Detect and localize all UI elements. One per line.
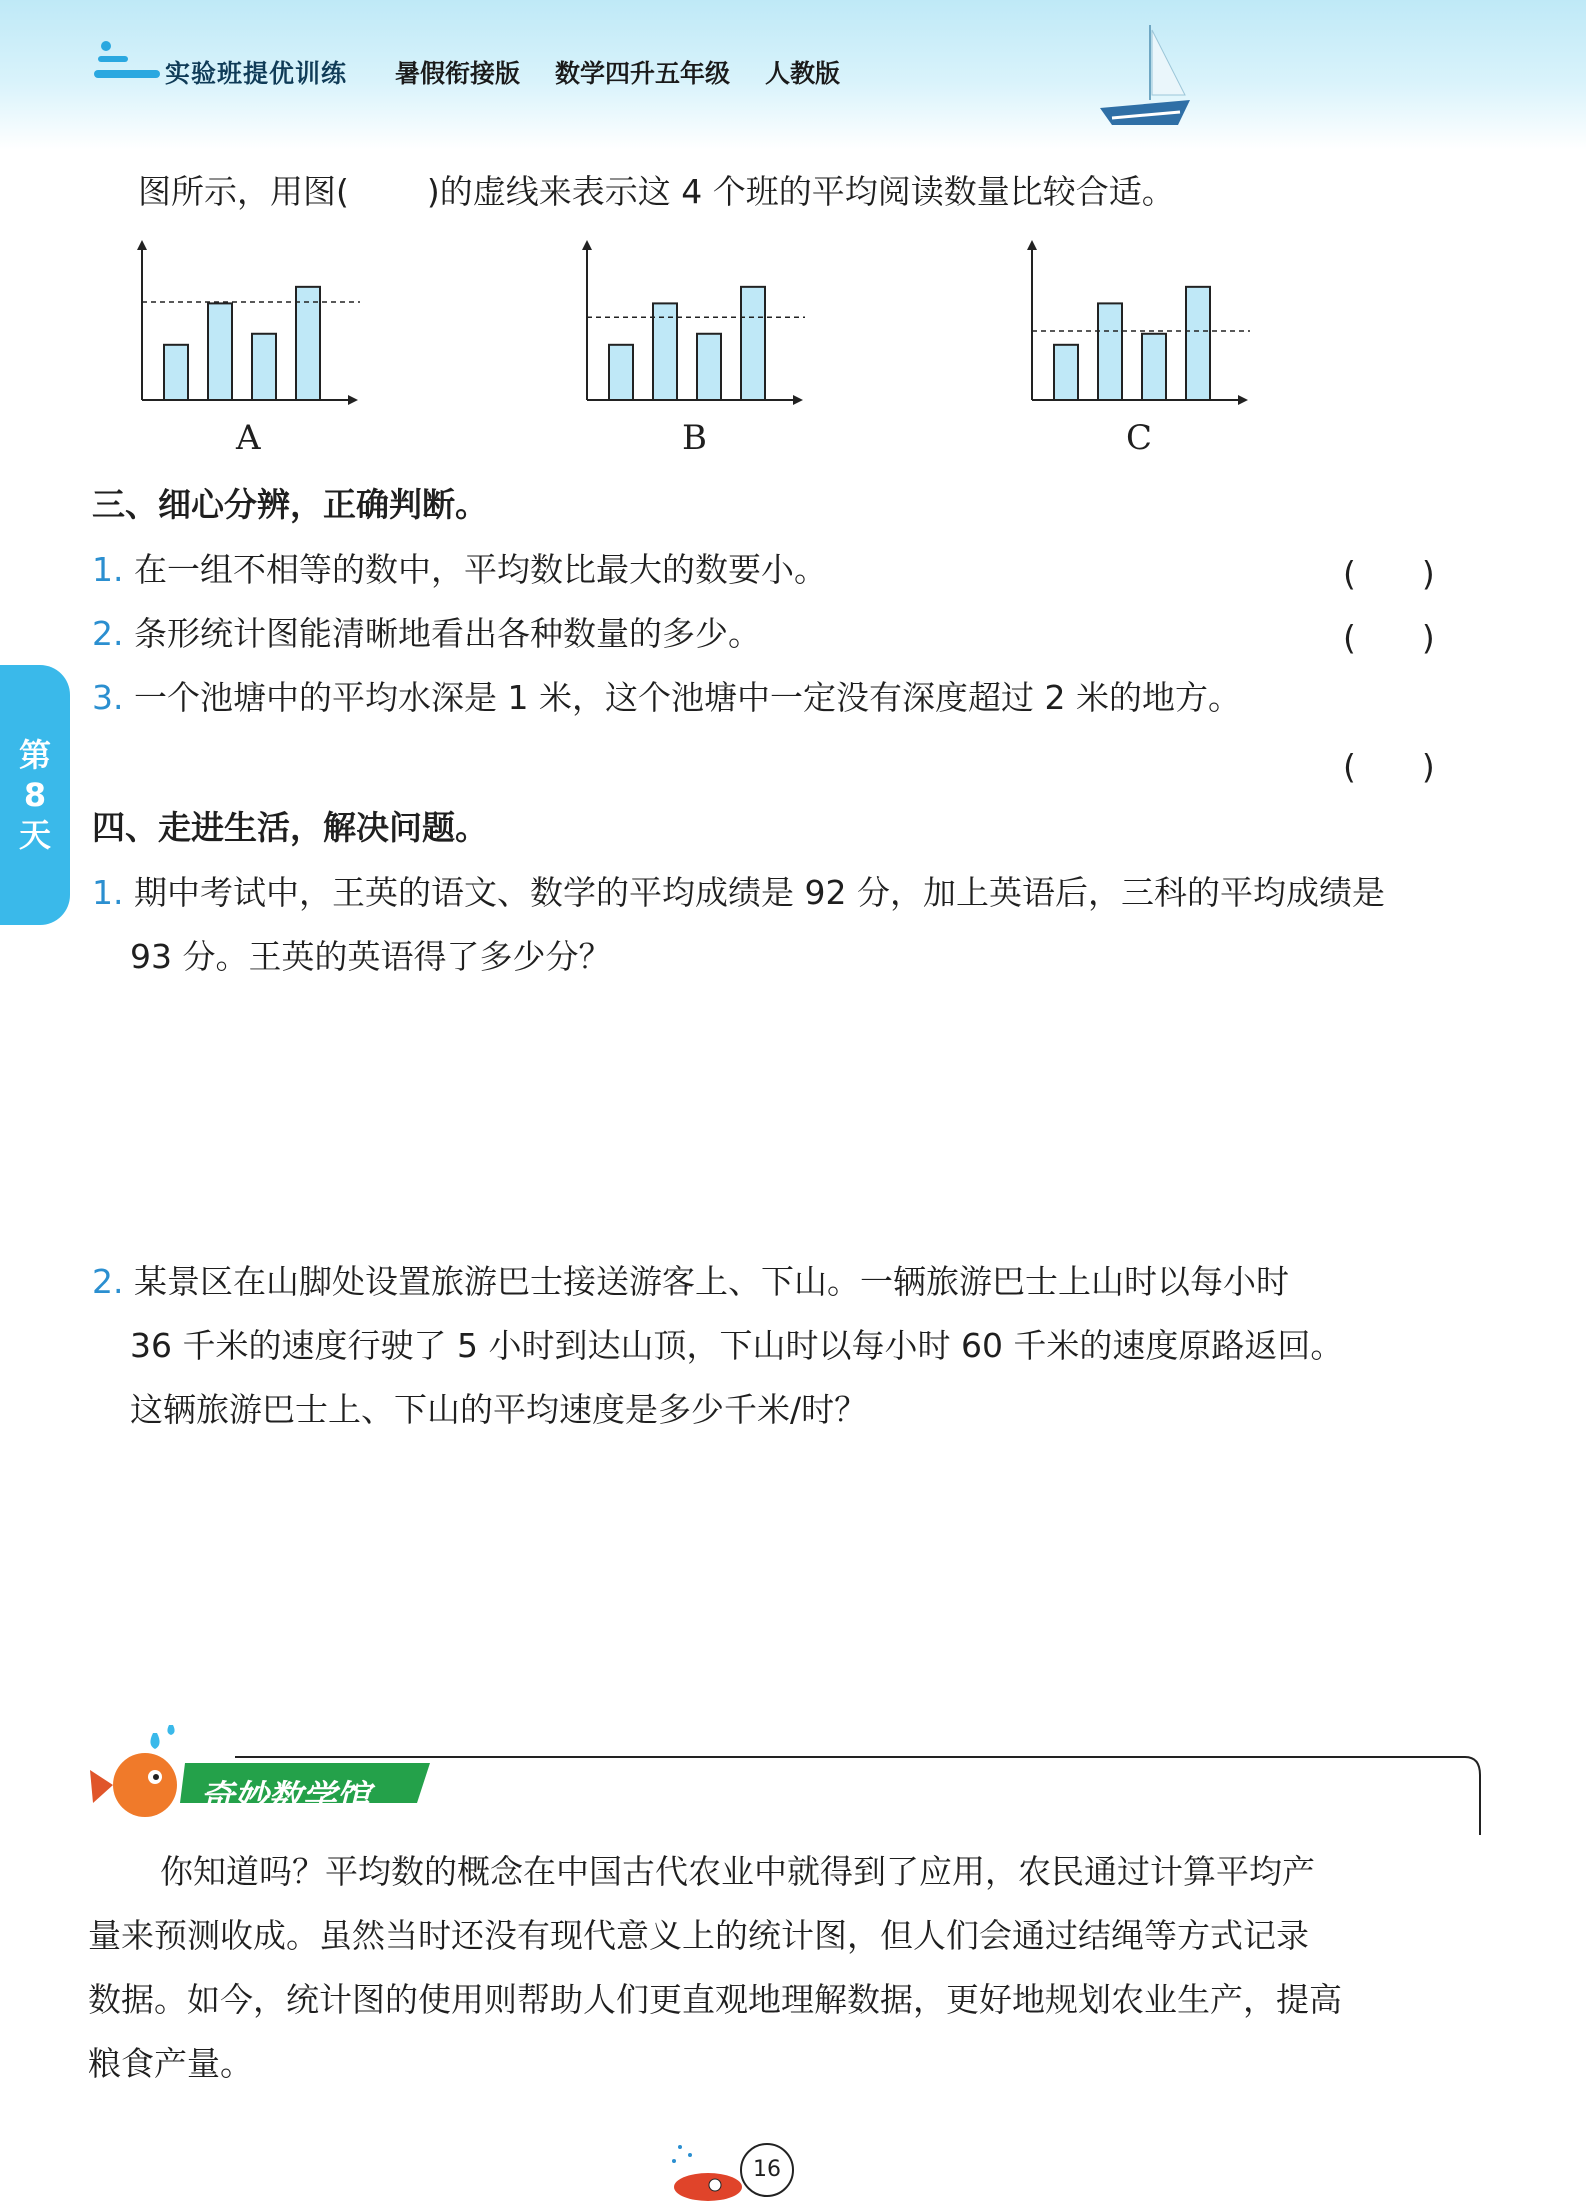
item-number: 3. (92, 678, 124, 717)
item-text: 条形统计图能清晰地看出各种数量的多少。 (134, 614, 761, 653)
bar (252, 334, 276, 400)
side-tab-day-number: 8 (23, 776, 47, 814)
section4-q2-line3: 这辆旅游巴士上、下山的平均速度是多少千米/时？ (130, 1390, 868, 1429)
question-intro-post: )的虚线来表示这 4 个班的平均阅读数量比较合适。 (426, 172, 1175, 211)
section4-q1-line2: 93 分。王英的英语得了多少分？ (130, 937, 612, 976)
header-publisher: 人教版 (765, 59, 841, 88)
section3-item-1 (92, 548, 827, 592)
item-number: 1. (92, 873, 124, 912)
bar (1054, 345, 1078, 400)
item-number: 1. (92, 550, 124, 589)
fun-math-line2: 量来预测收成。虽然当时还没有现代意义上的统计图，但人们会通过结绳等方式记录 (88, 1916, 1309, 1955)
fun-math-line3: 数据。如今，统计图的使用则帮助人们更直观地理解数据，更好地规划农业生产，提高 (88, 1980, 1342, 2019)
header-grade: 数学四升五年级 (555, 59, 731, 88)
answer-paren-3[interactable]: ( ) (1343, 747, 1435, 786)
section4-q2-line2: 36 千米的速度行驶了 5 小时到达山顶，下山时以每小时 60 千米的速度原路返回。 (130, 1326, 1344, 1365)
question-intro-pre: 图所示，用图( (138, 172, 349, 211)
item-number: 2. (92, 1262, 124, 1301)
item-number: 2. (92, 614, 124, 653)
header-brand: 实验班提优训练 (165, 59, 348, 88)
x-axis-arrow (1238, 395, 1248, 405)
bar (697, 334, 721, 400)
x-axis-arrow (348, 395, 358, 405)
y-axis-arrow (137, 240, 147, 250)
q2-text-line1: 某景区在山脚处设置旅游巴士接送游客上、下山。一辆旅游巴士上山时以每小时 (134, 1262, 1289, 1301)
header-edition: 暑假衔接版 (395, 59, 521, 88)
bar (609, 345, 633, 400)
bar (164, 345, 188, 400)
chart-c-label: C (1126, 418, 1153, 458)
q1-text-line1: 期中考试中，王英的语文、数学的平均成绩是 92 分，加上英语后，三科的平均成绩是 (134, 873, 1385, 912)
fun-math-title: 奇妙数学馆 (200, 1778, 370, 1818)
fun-math-line1: 你知道吗？平均数的概念在中国古代农业中就得到了应用，农民通过计算平均产 (160, 1852, 1315, 1891)
chart-b-label: B (682, 418, 707, 458)
y-axis-arrow (1027, 240, 1037, 250)
fish-mascot-icon (113, 1753, 177, 1817)
bar (208, 303, 232, 400)
bar (653, 303, 677, 400)
chart-c (1020, 232, 1260, 412)
side-tab-day-suffix: 天 (18, 816, 51, 854)
section4-title: 四、走进生活，解决问题。 (92, 808, 488, 847)
answer-paren-2[interactable]: ( ) (1343, 618, 1435, 657)
section3-title: 三、细心分辨，正确判断。 (92, 485, 488, 524)
page-number: 16 (740, 2143, 794, 2197)
section3-item-3 (92, 676, 1241, 720)
logo-icon (92, 38, 162, 88)
y-axis-arrow (582, 240, 592, 250)
item-text: 在一组不相等的数中，平均数比最大的数要小。 (134, 550, 827, 589)
chart-b (575, 232, 815, 412)
section4-q2-line1 (92, 1260, 1289, 1304)
bar (296, 287, 320, 400)
chart-a (130, 232, 370, 412)
section4-q1-line1 (92, 871, 1385, 915)
question-intro (138, 170, 1175, 214)
bar (741, 287, 765, 400)
side-tab-day-prefix: 第 (18, 736, 51, 774)
chart-a-label: A (236, 418, 261, 458)
bar (1098, 303, 1122, 400)
x-axis-arrow (793, 395, 803, 405)
sailboat-icon (1090, 20, 1200, 135)
answer-paren-1[interactable]: ( ) (1343, 554, 1435, 593)
item-text: 一个池塘中的平均水深是 1 米，这个池塘中一定没有深度超过 2 米的地方。 (134, 678, 1241, 717)
day-side-tab (0, 665, 70, 925)
bar (1142, 334, 1166, 400)
section3-item-2 (92, 612, 761, 656)
fun-math-line4: 粮食产量。 (88, 2044, 253, 2083)
bar (1186, 287, 1210, 400)
